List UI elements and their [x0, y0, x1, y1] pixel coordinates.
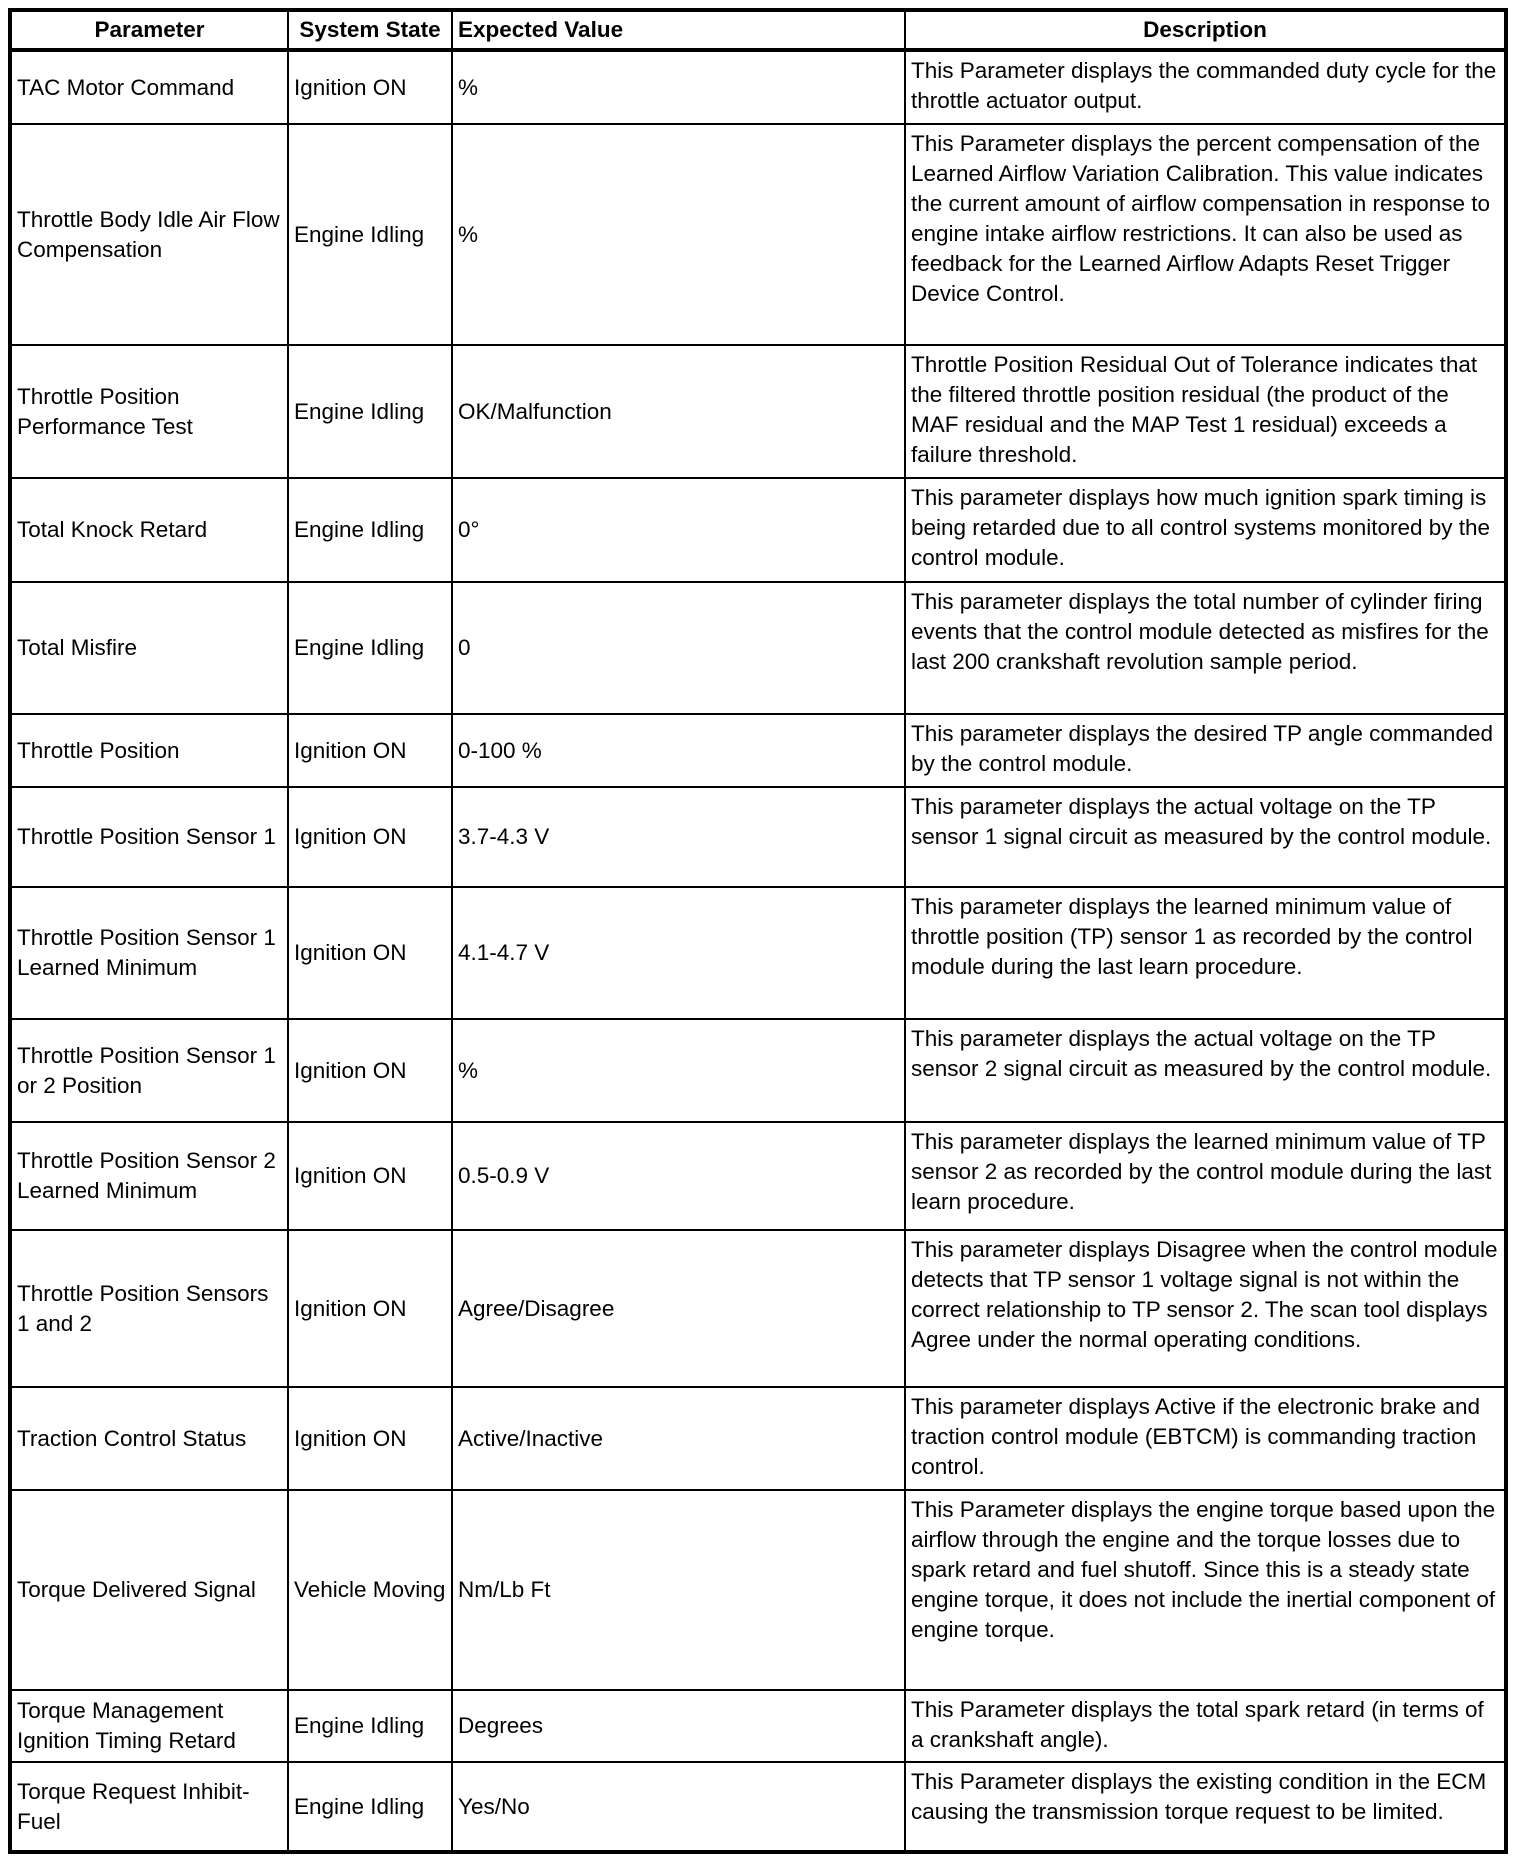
cell-parameter: Torque Request Inhibit-Fuel	[10, 1762, 288, 1852]
cell-description: This parameter displays Disagree when the control module detects that TP sensor 1 voltage signal is not within the correct relationship to TP sensor 2. The scan tool displays Agree under the normal operating conditions.	[905, 1230, 1506, 1387]
table-row	[10, 1230, 1506, 1387]
cell-parameter: Throttle Body Idle Air Flow Compensation	[10, 124, 288, 345]
cell-description: This parameter displays the actual voltage on the TP sensor 1 signal circuit as measured by the control module.	[905, 787, 1506, 887]
cell-parameter: Torque Management Ignition Timing Retard	[10, 1690, 288, 1762]
table-header-row	[10, 10, 1506, 50]
cell-parameter: Throttle Position	[10, 714, 288, 787]
cell-parameter: Torque Delivered Signal	[10, 1490, 288, 1690]
cell-expected-value: Yes/No	[452, 1762, 905, 1852]
cell-parameter: Total Misfire	[10, 582, 288, 714]
cell-description: This Parameter displays the commanded duty cycle for the throttle actuator output.	[905, 50, 1506, 124]
header-description: Description	[905, 10, 1506, 50]
cell-description: This parameter displays the total number of cylinder firing events that the control module detected as misfires for the last 200 crankshaft revolution sample period.	[905, 582, 1506, 714]
cell-description: This parameter displays the learned minimum value of TP sensor 2 as recorded by the control module during the last learn procedure.	[905, 1122, 1506, 1230]
cell-parameter: Throttle Position Sensors 1 and 2	[10, 1230, 288, 1387]
cell-system-state: Ignition ON	[288, 50, 452, 124]
cell-system-state: Ignition ON	[288, 887, 452, 1019]
cell-parameter: Throttle Position Sensor 1 or 2 Position	[10, 1019, 288, 1122]
cell-system-state: Engine Idling	[288, 478, 452, 582]
table-row	[10, 887, 1506, 1019]
cell-expected-value: %	[452, 124, 905, 345]
cell-expected-value: 4.1-4.7 V	[452, 887, 905, 1019]
cell-parameter: Throttle Position Performance Test	[10, 345, 288, 478]
cell-expected-value: 0	[452, 582, 905, 714]
cell-description: This Parameter displays the existing condition in the ECM causing the transmission torque request to be limited.	[905, 1762, 1506, 1852]
table-row	[10, 1387, 1506, 1490]
header-system-state: System State	[288, 10, 452, 50]
cell-description: This parameter displays the learned minimum value of throttle position (TP) sensor 1 as recorded by the control module during the last learn procedure.	[905, 887, 1506, 1019]
parameter-table	[8, 8, 1508, 1854]
cell-description: This parameter displays how much ignition spark timing is being retarded due to all control systems monitored by the control module.	[905, 478, 1506, 582]
cell-expected-value: Active/Inactive	[452, 1387, 905, 1490]
cell-system-state: Vehicle Moving	[288, 1490, 452, 1690]
cell-description: This parameter displays Active if the electronic brake and traction control module (EBTCM) is commanding traction control.	[905, 1387, 1506, 1490]
cell-system-state: Ignition ON	[288, 1387, 452, 1490]
table-row	[10, 478, 1506, 582]
table-row	[10, 787, 1506, 887]
cell-parameter: Throttle Position Sensor 2 Learned Minimum	[10, 1122, 288, 1230]
cell-expected-value: Agree/Disagree	[452, 1230, 905, 1387]
cell-description: This Parameter displays the total spark retard (in terms of a crankshaft angle).	[905, 1690, 1506, 1762]
cell-expected-value: 0°	[452, 478, 905, 582]
table-row	[10, 582, 1506, 714]
cell-system-state: Engine Idling	[288, 582, 452, 714]
cell-system-state: Ignition ON	[288, 714, 452, 787]
table-row	[10, 345, 1506, 478]
cell-expected-value: OK/Malfunction	[452, 345, 905, 478]
cell-description: This Parameter displays the percent compensation of the Learned Airflow Variation Calibration. This value indicates the current amount of airflow compensation in response to engine intake airflow restrictions. It can also be used as feedback for the Learned Airflow Adapts Reset Trigger Device Control.	[905, 124, 1506, 345]
cell-description: This Parameter displays the engine torque based upon the airflow through the engine and the torque losses due to spark retard and fuel shutoff. Since this is a steady state engine torque, it does not include the inertial component of engine torque.	[905, 1490, 1506, 1690]
cell-system-state: Ignition ON	[288, 1019, 452, 1122]
cell-expected-value: 0-100 %	[452, 714, 905, 787]
header-expected-value: Expected Value	[452, 10, 905, 50]
cell-parameter: Total Knock Retard	[10, 478, 288, 582]
cell-system-state: Engine Idling	[288, 1690, 452, 1762]
table-row	[10, 124, 1506, 345]
cell-expected-value: %	[452, 1019, 905, 1122]
header-parameter: Parameter	[10, 10, 288, 50]
cell-system-state: Ignition ON	[288, 1230, 452, 1387]
cell-expected-value: 3.7-4.3 V	[452, 787, 905, 887]
cell-description: Throttle Position Residual Out of Tolerance indicates that the filtered throttle position residual (the product of the MAF residual and the MAP Test 1 residual) exceeds a failure threshold.	[905, 345, 1506, 478]
table-row	[10, 1122, 1506, 1230]
cell-parameter: Throttle Position Sensor 1 Learned Minimum	[10, 887, 288, 1019]
cell-description: This parameter displays the actual voltage on the TP sensor 2 signal circuit as measured by the control module.	[905, 1019, 1506, 1122]
cell-expected-value: %	[452, 50, 905, 124]
table-row	[10, 1019, 1506, 1122]
table-row	[10, 714, 1506, 787]
table-row	[10, 50, 1506, 124]
cell-system-state: Engine Idling	[288, 345, 452, 478]
cell-expected-value: Nm/Lb Ft	[452, 1490, 905, 1690]
table-body	[10, 50, 1506, 1852]
cell-system-state: Ignition ON	[288, 787, 452, 887]
cell-system-state: Engine Idling	[288, 124, 452, 345]
table-row	[10, 1490, 1506, 1690]
cell-parameter: Traction Control Status	[10, 1387, 288, 1490]
cell-expected-value: Degrees	[452, 1690, 905, 1762]
cell-parameter: TAC Motor Command	[10, 50, 288, 124]
cell-system-state: Ignition ON	[288, 1122, 452, 1230]
table-row	[10, 1690, 1506, 1762]
cell-expected-value: 0.5-0.9 V	[452, 1122, 905, 1230]
table-row	[10, 1762, 1506, 1852]
cell-description: This parameter displays the desired TP angle commanded by the control module.	[905, 714, 1506, 787]
cell-parameter: Throttle Position Sensor 1	[10, 787, 288, 887]
cell-system-state: Engine Idling	[288, 1762, 452, 1852]
